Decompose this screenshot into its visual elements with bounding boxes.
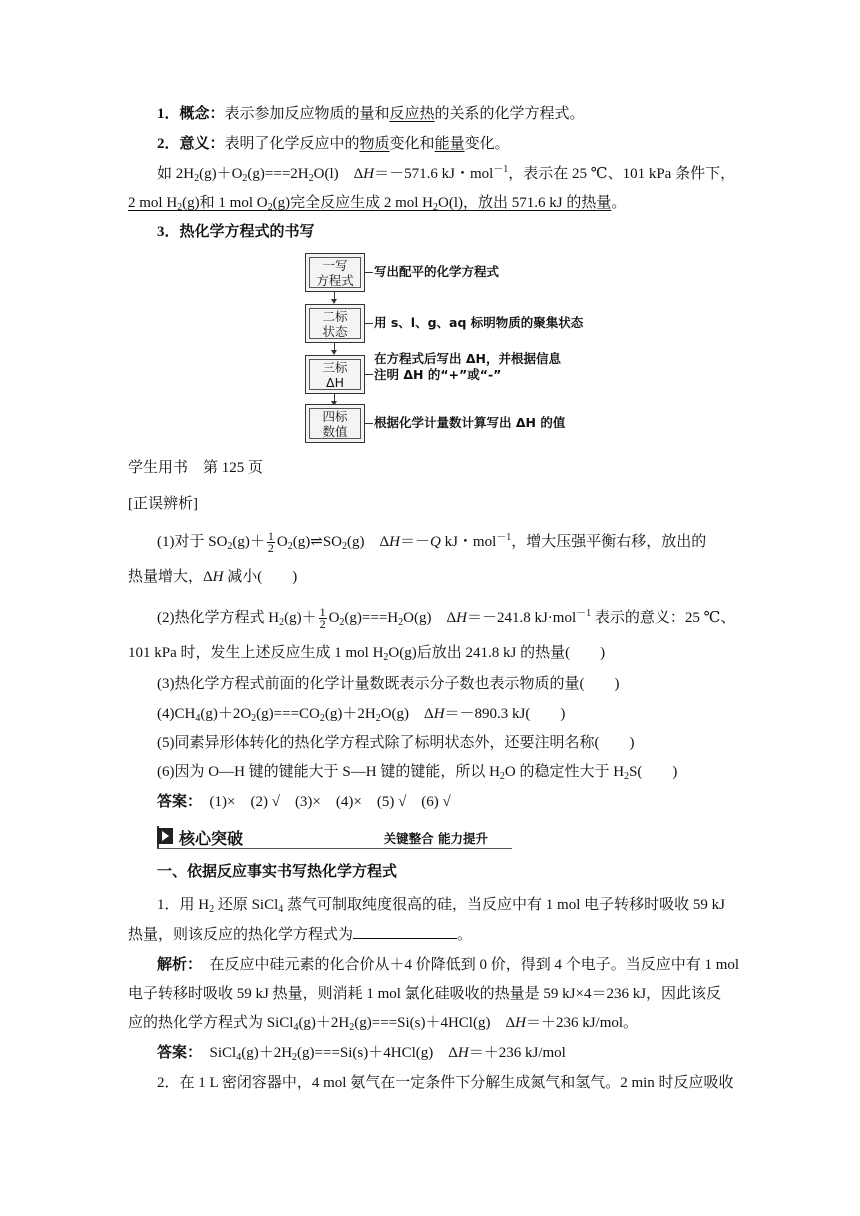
superscript: －1 bbox=[576, 607, 592, 619]
flow-step-3-desc-2: 注明 ΔH 的“+”或“-” bbox=[374, 367, 502, 382]
q-text: 表示的意义：25 ℃、 bbox=[591, 609, 736, 626]
fraction bbox=[319, 607, 327, 630]
p-text: 还原 SiCl bbox=[214, 897, 279, 913]
flow-step-1-label-1: 一写 bbox=[322, 257, 348, 273]
fraction bbox=[267, 531, 275, 554]
subscript: 2 bbox=[287, 540, 293, 552]
italic-h: H bbox=[457, 1045, 469, 1061]
q-text: O bbox=[276, 533, 288, 550]
part1-heading: 一、依据反应事实书写热化学方程式 bbox=[157, 864, 398, 880]
q-text: (g)＋ bbox=[284, 609, 317, 626]
analysis-text: 应的热化学方程式为 SiCl bbox=[128, 1015, 294, 1031]
flow-step-3-label-2: ΔH bbox=[326, 374, 344, 390]
q-text: (2)热化学方程式 H bbox=[157, 609, 280, 626]
concept-line bbox=[157, 104, 585, 124]
example-text: 如 2H bbox=[157, 166, 195, 182]
meaning-line bbox=[157, 134, 510, 154]
jx-line-2: 电子转移时吸收 59 kJ 热量，则消耗 1 mol 氯化硅吸收的热量是 59 kJ×4＝236 kJ，因此该反 bbox=[128, 986, 722, 1002]
concept-underlined: 反应热 bbox=[389, 106, 435, 122]
flow-step-2-label-2: 状态 bbox=[322, 323, 348, 339]
judge-title: [正误辨析] bbox=[128, 496, 198, 512]
subscript: 2 bbox=[375, 713, 381, 724]
q-text: O(g)后放出 241.8 kJ 的热量( ) bbox=[388, 645, 606, 661]
q-text: O(g) Δ bbox=[380, 706, 434, 722]
subscript: 2 bbox=[242, 173, 248, 184]
example-text: (g)完全反应生成 2 mol H bbox=[272, 195, 434, 211]
analysis-label: 解析： bbox=[157, 957, 195, 973]
q-text: (g)⇌SO bbox=[292, 533, 342, 550]
flow-step-3-label-1: 三标 bbox=[322, 359, 348, 375]
writing-title: 3．热化学方程式的书写 bbox=[157, 224, 315, 240]
q-text: 减小( ) bbox=[223, 569, 298, 585]
flow-step-1-box bbox=[305, 253, 365, 292]
section-title: 核心突破 bbox=[179, 829, 244, 848]
subscript: 2 bbox=[433, 202, 439, 213]
jx-line-1 bbox=[157, 955, 739, 975]
flow-connector bbox=[365, 272, 373, 273]
italic-h: H bbox=[433, 706, 445, 722]
subscript: 4 bbox=[293, 1022, 299, 1033]
judge-q1-line-2 bbox=[128, 567, 297, 587]
subscript: 2 bbox=[383, 652, 389, 663]
italic-h: H bbox=[389, 533, 400, 550]
example-line-2 bbox=[128, 193, 626, 213]
example-text: O(l)，放出 571.6 kJ 的热量 bbox=[438, 195, 612, 211]
subscript: 2 bbox=[292, 1052, 298, 1063]
flow-step-4-label-1: 四标 bbox=[322, 408, 348, 424]
example-text: (g)＋O bbox=[199, 166, 243, 182]
superscript: －1 bbox=[496, 531, 512, 543]
flow-connector bbox=[365, 423, 373, 424]
p-text: 热量，则该反应的热化学方程式为 bbox=[128, 927, 354, 943]
italic-q: Q bbox=[430, 533, 441, 550]
q-text: kJ・mol bbox=[440, 533, 497, 550]
answer-text: (1)× (2) √ (3)× (4)× (5) √ (6) √ bbox=[194, 794, 451, 810]
answer-text: ＝＋236 kJ/mol bbox=[468, 1045, 566, 1061]
p2-line-1: 2．在 1 L 密闭容器中，4 mol 氨气在一定条件下分解生成氮气和氢气。2 min 时反应吸收 bbox=[157, 1075, 734, 1091]
p-text: 1．用 H bbox=[157, 897, 210, 913]
judge-q4 bbox=[157, 704, 565, 724]
subscript: 2 bbox=[349, 1022, 355, 1033]
subscript: 2 bbox=[398, 616, 404, 628]
fraction-den: 2 bbox=[267, 541, 274, 555]
flow-step-3-desc bbox=[374, 351, 561, 383]
example-text: ，表示在 25 ℃、101 kPa 条件下， bbox=[508, 166, 736, 182]
example-line-1 bbox=[157, 164, 735, 184]
q-text: ＝－241.8 kJ·mol bbox=[466, 609, 577, 626]
q-text: S( ) bbox=[629, 764, 678, 780]
q-text: (g)===CO bbox=[256, 706, 320, 722]
judge-answer bbox=[157, 792, 451, 812]
analysis-text: 在反应中硅元素的化合价从＋4 价降低到 0 价，得到 4 个电子。当反应中有 1 mol bbox=[194, 957, 740, 973]
meaning-label: 2．意义： bbox=[157, 136, 225, 152]
subscript: 2 bbox=[177, 202, 183, 213]
subscript: 2 bbox=[499, 771, 505, 782]
q-text: O(g) Δ bbox=[403, 609, 457, 626]
q-text: ＝－ bbox=[399, 533, 430, 550]
answer-text: (g)===Si(s)＋4HCl(g) Δ bbox=[297, 1045, 458, 1061]
answer-blank bbox=[353, 924, 457, 939]
fraction-num: 1 bbox=[319, 605, 326, 619]
p1-line-2 bbox=[128, 924, 472, 945]
q-text: ，增大压强平衡右移，放出的 bbox=[511, 533, 707, 550]
flow-step-3-box bbox=[305, 355, 365, 394]
italic-h: H bbox=[363, 166, 375, 182]
analysis-text: ＝＋236 kJ/mol。 bbox=[525, 1015, 639, 1031]
p1-answer bbox=[157, 1043, 566, 1063]
flow-step-1-desc: 写出配平的化学方程式 bbox=[374, 264, 500, 279]
italic-h: H bbox=[212, 569, 224, 585]
meaning-underlined-1: 物质 bbox=[359, 136, 390, 152]
example-text: 2 mol H bbox=[128, 195, 178, 211]
subscript: 2 bbox=[267, 202, 273, 213]
answer-text: (g)＋2H bbox=[241, 1045, 293, 1061]
q-text: (g)===H bbox=[344, 609, 399, 626]
q-text: (6)因为 O—H 键的键能大于 S—H 键的键能，所以 H bbox=[157, 764, 500, 780]
italic-h: H bbox=[515, 1015, 526, 1031]
jx-line-3 bbox=[128, 1013, 638, 1033]
q-text: (g)＋ bbox=[232, 533, 265, 550]
subscript: 2 bbox=[251, 713, 257, 724]
flow-step-2-box bbox=[305, 304, 365, 343]
subscript: 4 bbox=[278, 904, 284, 915]
q-text: (g) Δ bbox=[347, 533, 390, 550]
subscript: 2 bbox=[342, 540, 347, 552]
analysis-text: (g)===Si(s)＋4HCl(g) Δ bbox=[354, 1015, 516, 1031]
q-text: 热量增大，Δ bbox=[128, 569, 213, 585]
concept-label: 1．概念： bbox=[157, 106, 225, 122]
section-subtitle: 关键整合 能力提升 bbox=[383, 831, 488, 846]
meaning-text-c: 变化。 bbox=[464, 136, 510, 152]
flow-step-2-label-1: 二标 bbox=[322, 308, 348, 324]
page-reference: 学生用书 第 125 页 bbox=[128, 460, 264, 476]
q-text: ＝－890.3 kJ( ) bbox=[444, 706, 566, 722]
subscript: 2 bbox=[339, 616, 345, 628]
subscript: 2 bbox=[319, 713, 325, 724]
flow-connector bbox=[365, 323, 373, 324]
subscript: 2 bbox=[194, 173, 200, 184]
flow-step-3-desc-1: 在方程式后写出 ΔH，并根据信息 bbox=[374, 351, 561, 366]
judge-q2-line-2 bbox=[128, 643, 605, 663]
flow-step-1-label-2: 方程式 bbox=[316, 272, 354, 288]
subscript: 4 bbox=[195, 713, 201, 724]
superscript: －1 bbox=[493, 164, 509, 175]
meaning-underlined-2: 能量 bbox=[434, 136, 465, 152]
meaning-text-a: 表明了化学反应中的 bbox=[224, 136, 360, 152]
p-text: 。 bbox=[457, 927, 473, 943]
example-text: 。 bbox=[611, 195, 627, 211]
flow-step-2-desc: 用 s、l、g、aq 标明物质的聚集状态 bbox=[374, 315, 584, 330]
italic-h: H bbox=[456, 609, 467, 626]
example-text: O(l) Δ bbox=[313, 166, 364, 182]
concept-text-b: 的关系的化学方程式。 bbox=[434, 106, 585, 122]
meaning-text-b: 变化和 bbox=[389, 136, 435, 152]
example-text: (g)和 1 mol O bbox=[182, 195, 268, 211]
answer-text: SiCl bbox=[194, 1045, 237, 1061]
flow-step-4-desc: 根据化学计量数计算写出 ΔH 的值 bbox=[374, 415, 566, 430]
subscript: 2 bbox=[227, 540, 233, 552]
p-text: 蒸气可制取纯度很高的硅，当反应中有 1 mol 电子转移时吸收 59 kJ bbox=[283, 897, 725, 913]
subscript: 2 bbox=[624, 771, 630, 782]
judge-q2-line-1 bbox=[157, 607, 735, 630]
flow-step-4-label-2: 数值 bbox=[322, 423, 348, 439]
judge-q5: (5)同素异形体转化的热化学方程式除了标明状态外，还要注明名称( ) bbox=[157, 735, 635, 751]
analysis-text: (g)＋2H bbox=[298, 1015, 350, 1031]
answer-label: 答案： bbox=[157, 794, 195, 810]
flow-connector bbox=[365, 374, 373, 375]
section-header bbox=[157, 826, 512, 849]
subscript: 4 bbox=[236, 1052, 242, 1063]
concept-text-a: 表示参加反应物质的量和 bbox=[224, 106, 390, 122]
subscript: 2 bbox=[279, 616, 285, 628]
judge-q1-line-1 bbox=[157, 531, 706, 554]
judge-q6 bbox=[157, 762, 677, 782]
subscript: 2 bbox=[209, 904, 215, 915]
play-triangle-icon bbox=[157, 828, 173, 844]
q-text: O bbox=[328, 609, 340, 626]
subscript: 2 bbox=[308, 173, 314, 184]
q-text: (4)CH bbox=[157, 706, 196, 722]
example-text: (g)===2H bbox=[247, 166, 309, 182]
q-text: 101 kPa 时，发生上述反应生成 1 mol H bbox=[128, 645, 384, 661]
fraction-den: 2 bbox=[319, 617, 326, 631]
p1-line-1 bbox=[157, 895, 725, 915]
judge-q3: (3)热化学方程式前面的化学计量数既表示分子数也表示物质的量( ) bbox=[157, 676, 620, 692]
example-text: ＝－571.6 kJ・mol bbox=[374, 166, 494, 182]
fraction-num: 1 bbox=[267, 529, 274, 543]
q-text: (g)＋2O bbox=[200, 706, 252, 722]
q-text: O 的稳定性大于 H bbox=[504, 764, 625, 780]
q-text: (1)对于 SO bbox=[157, 533, 228, 550]
answer-label: 答案： bbox=[157, 1045, 195, 1061]
q-text: (g)＋2H bbox=[324, 706, 376, 722]
flow-step-4-box bbox=[305, 404, 365, 443]
